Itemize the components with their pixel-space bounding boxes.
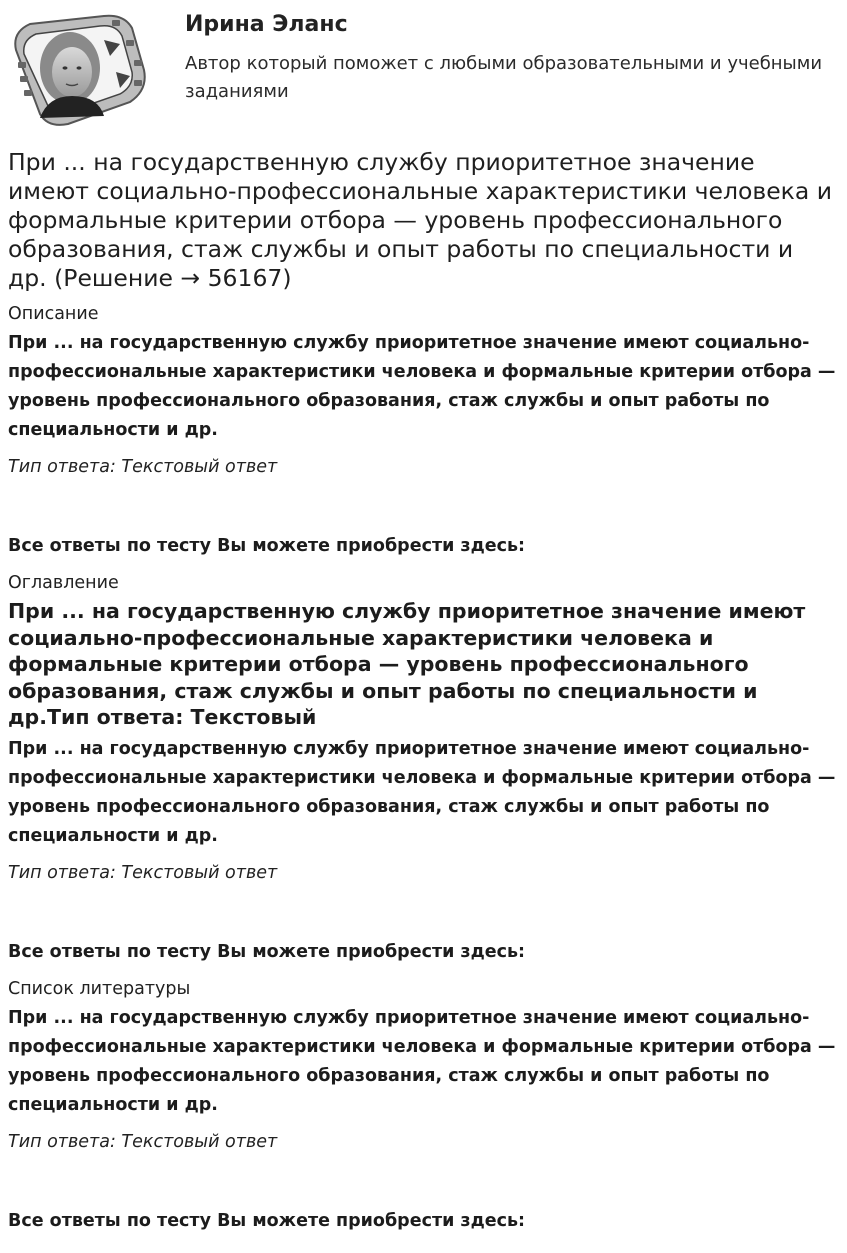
description-text: При ... на государственную службу приоритетное значение имеют социально-профессиональные характеристики человека и формальные критерии отбора — уровень профессионального образования, стаж службы и опыт работы по специальности и др. (8, 333, 836, 440)
author-description: Автор который поможет с любыми образовательными и учебными заданиями (185, 53, 823, 102)
portrait-face (52, 47, 92, 97)
buy-answers-text: Все ответы по тесту Вы можете приобрести здесь: (8, 1210, 526, 1231)
buy-answers-text: Все ответы по тесту Вы можете приобрести здесь: (8, 536, 526, 556)
answer-type: Тип ответа: Текстовый ответ (8, 1131, 278, 1152)
toc-heading: При ... на государственную службу приоритетное значение имеют социально-профессиональные характеристики человека и формальные критерии отбора — уровень профессионального образования, стаж службы и опыт работы по специальности и др.Тип ответа: Текстовый (8, 599, 806, 729)
section-label-literature: Список литературы (8, 978, 191, 999)
literature-section (8, 978, 839, 1233)
page-title: При ... на государственную службу приоритетное значение имеют социально-профессиональные характеристики человека и формальные критерии отбора — уровень профессионального образования, стаж службы и опыт работы по специальности и др. (Решение → 56167) (8, 148, 833, 292)
answer-type: Тип ответа: Текстовый ответ (8, 457, 278, 477)
answer-type: Тип ответа: Текстовый ответ (8, 862, 278, 883)
main-content (0, 148, 847, 1233)
section-label-toc: Оглавление (8, 573, 119, 593)
buy-answers-text: Все ответы по тесту Вы можете приобрести здесь: (8, 941, 526, 962)
author-avatar (8, 10, 150, 128)
description-section (8, 303, 839, 558)
toc-text: При ... на государственную службу приоритетное значение имеют социально-профессиональные характеристики человека и формальные критерии отбора — уровень профессионального образования, стаж службы и опыт работы по специальности и др. (8, 738, 836, 846)
section-label-description: Описание (8, 304, 99, 324)
author-header (0, 0, 847, 140)
toc-section (8, 572, 839, 964)
author-name: Ирина Эланс (185, 12, 348, 37)
literature-text: При ... на государственную службу приоритетное значение имеют социально-профессиональные характеристики человека и формальные критерии отбора — уровень профессионального образования, стаж службы и опыт работы по специальности и др. (8, 1007, 836, 1115)
